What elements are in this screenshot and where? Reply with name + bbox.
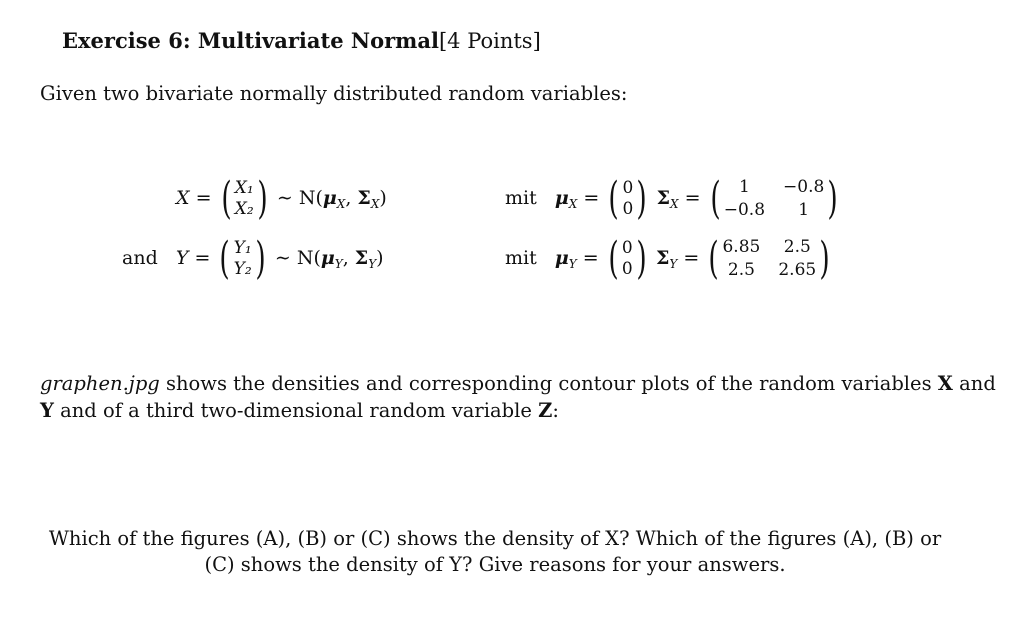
eq-y-vector: ( Y₁ Y₂ ) — [219, 233, 266, 284]
eq-x-lhs: X — [176, 187, 190, 209]
eq-y-mean-vector: ( 0 0 ) — [608, 233, 647, 284]
description-paragraph: graphen.jpg shows the densities and corresponding contour plots of the random variables X and Y and of a third two-dimensional random variable Z: — [40, 372, 996, 422]
equation-x-right: mit $\mu_X$ = ( 0 0 ) $\Sigma_X$ = ( 1 −0.8 −0.8 1 ) — [505, 177, 841, 221]
eq-x-comp1: X₁ — [234, 178, 254, 198]
question-line-1: Which of the figures (A), (B) or (C) shows the density of X? Which of the figures (A), (B) or — [48, 527, 942, 550]
eq-x-vector: ( X₁ X₂ ) — [220, 173, 268, 224]
eq-x-mit: mit — [505, 187, 537, 209]
eq-x-mean-vector: ( 0 0 ) — [608, 173, 648, 224]
exercise-title-text: Exercise 6: Multivariate Normal — [62, 28, 439, 53]
eq-x-equals: = — [195, 187, 212, 209]
file-reference: graphen.jpg — [40, 372, 160, 395]
eq-y-and: and — [122, 247, 158, 269]
eq-x-cov-matrix: ( 1 −0.8 −0.8 1 ) — [709, 173, 839, 224]
equation-y-right: mit $\mu_Y$ = ( 0 0 ) $\Sigma_Y$ = ( 6.85 2.5 2.5 2.65 ) — [505, 237, 833, 281]
exercise-title — [62, 28, 541, 53]
eq-x-dist: ∼ N( — [276, 187, 323, 209]
intro-text: Given two bivariate normally distributed random variables: — [40, 82, 628, 105]
question-line-2: (C) shows the density of Y? Give reasons for your answers. — [204, 553, 786, 576]
eq-x-comp2: X₂ — [234, 199, 254, 219]
equation-x-left: X = ( X₁ X₂ ) ∼ $N(\mu_X$, $\Sigma_X$) — [176, 173, 387, 224]
equation-y-left: and Y = ( Y₁ Y₂ ) ∼ $N(\mu_Y$, $\Sigma_Y$) — [122, 233, 384, 284]
eq-x-mu: μ — [322, 187, 337, 209]
question-text — [0, 526, 990, 578]
eq-y-cov-matrix: ( 6.85 2.5 2.5 2.65 ) — [708, 233, 830, 284]
eq-x-sigma: Σ — [357, 187, 371, 209]
eq-y-lhs: Y — [175, 247, 189, 269]
exercise-points: [4 Points] — [438, 29, 541, 53]
